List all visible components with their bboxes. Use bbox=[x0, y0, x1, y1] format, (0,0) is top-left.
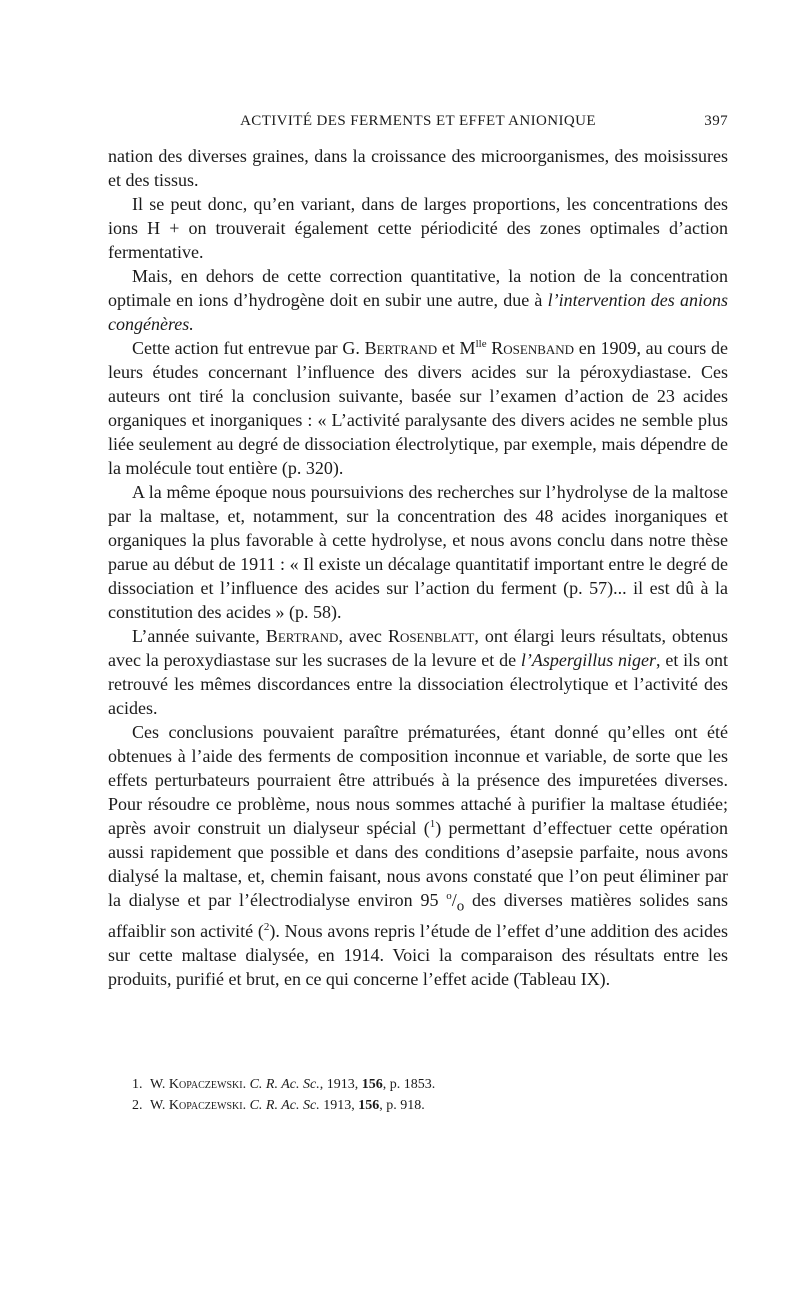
footnote-journal: C. R. Ac. Sc. bbox=[249, 1077, 320, 1092]
text-span: et M bbox=[437, 338, 476, 358]
footnote-volume: 156 bbox=[361, 1077, 383, 1092]
italic-phrase: l’intervention des anions congénères. bbox=[108, 290, 728, 334]
footnote-year: 1913, bbox=[319, 1098, 359, 1113]
text-span: Cette action fut entrevue par G. bbox=[132, 338, 365, 358]
text-span: Ces conclusions pouvaient paraître prématurées, étant donné qu’elles ont été obtenues à l’aide des ferments de composition inconnue et variable, de sorte que les effets perturbateurs pourraient être attribués à la présence des impuretées diverses. Pour résoudre ce problème, nous nous sommes attaché à purifier la maltase étudiée; après avoir construit un dialyseur spécial ( bbox=[108, 722, 728, 838]
footnote-page: , p. 1853. bbox=[382, 1077, 436, 1092]
text-span: Mais, en dehors de cette correction quantitative, la notion de la concentration optimale en ions d’hydrogène doit en subir une autre, due à bbox=[108, 266, 728, 310]
text-span: en 1909, au cours de leurs études concernant l’influence des divers acides sur la péroxydiastase. Ces auteurs ont tiré la conclusion suivante, basée sur l’examen d’action de 23 acides organiques et inorganiques : « L’activité paralysante des divers acides ne semble plus liée seulement au degré de dissociation électrolytique, par exemple, mais dépendre de la molécule tout entière (p. 320). bbox=[108, 338, 728, 478]
superscript: lle bbox=[475, 338, 487, 350]
author-name: Rosenblatt bbox=[387, 626, 475, 646]
footnote-journal: C. R. Ac. Sc. bbox=[249, 1098, 320, 1113]
percent-o-bottom: o bbox=[456, 898, 465, 915]
footnote-ref: 1 bbox=[429, 818, 436, 830]
running-title: ACTIVITÉ DES FERMENTS ET EFFET ANIONIQUE bbox=[240, 113, 596, 129]
footnote bbox=[108, 1074, 728, 1095]
footnote-number: 1. bbox=[132, 1077, 143, 1092]
percent-slash: / bbox=[451, 890, 457, 910]
footnote-ref: 2 bbox=[263, 920, 270, 933]
footnote-author: W. Kopaczewski. bbox=[150, 1077, 247, 1092]
text-span: ) permettant d’effectuer cette opération aussi rapidement que possible et dans des conditions d’asepsie parfaite, nous avons dialysé la maltase, et, chemin faisant, nous avons constaté que l’on peut éliminer par la dialyse et par l’électrodialyse environ 95 bbox=[108, 818, 728, 910]
text-span: L’année suivante, bbox=[132, 626, 266, 646]
text-span: , avec bbox=[338, 626, 388, 646]
footnote-volume: 156 bbox=[358, 1098, 380, 1113]
footnote-number: 2. bbox=[132, 1098, 143, 1113]
author-name: Bertrand bbox=[265, 626, 339, 646]
paragraph-dialysis bbox=[108, 720, 728, 991]
footnote-page: , p. 918. bbox=[379, 1098, 425, 1113]
paragraph-continued: nation des diverses graines, dans la croissance des microorganismes, des moisissures et des tissus. bbox=[108, 146, 728, 190]
text-span: , ont élargi leurs résultats, obtenus avec la peroxydiastase sur les sucrases de la levure et de bbox=[108, 626, 729, 670]
footnote-author: W. Kopaczewski. bbox=[150, 1098, 247, 1113]
paragraph-rosenblatt bbox=[108, 624, 728, 720]
text-span: des diverses matières solides sans affaiblir son activité ( bbox=[108, 890, 728, 941]
author-name: Bertrand bbox=[364, 338, 438, 358]
body-text bbox=[108, 144, 728, 991]
italic-species: l’Aspergillus niger bbox=[520, 650, 657, 670]
page-number: 397 bbox=[704, 113, 728, 129]
paragraph-maltase-thesis: A la même époque nous poursuivions des recherches sur l’hydrolyse de la maltose par la maltase, et, notamment, sur la concentration des 48 acides inorganiques et organiques la plus favorable à cette hydrolyse, et nous avons conclu dans notre thèse parue au début de 1911 : « Il existe un décalage quantitatif important entre le degré de dissociation et l’influence des acides sur l’action du ferment (p. 57)... il est dû à la constitution des acides » (p. 58). bbox=[108, 482, 728, 622]
running-header bbox=[108, 113, 728, 135]
author-name: Rosenband bbox=[491, 338, 575, 358]
text-span: , et ils ont retrouvé les mêmes discordances entre la dissociation électrolytique et l’activité des acides. bbox=[108, 650, 729, 718]
footnote bbox=[108, 1095, 728, 1116]
footnote-year: , 1913, bbox=[319, 1077, 362, 1092]
percent-o-top: o bbox=[446, 890, 452, 902]
paragraph-ion-concentrations: Il se peut donc, qu’en variant, dans de larges proportions, les concentrations des ions H + on trouverait également cette périodicité des zones optimales d’action fermentative. bbox=[108, 194, 728, 262]
paragraph-anion-intervention bbox=[108, 264, 728, 336]
footnotes bbox=[108, 1074, 728, 1116]
text-span: ). Nous avons repris l’étude de l’effet d’une addition des acides sur cette maltase dialysée, en 1914. Voici la comparaison des résultats entre les produits, purifié et brut, en ce qui concerne l’effet acide (Tableau IX). bbox=[108, 920, 728, 989]
paragraph-bertrand-1909 bbox=[108, 336, 728, 480]
